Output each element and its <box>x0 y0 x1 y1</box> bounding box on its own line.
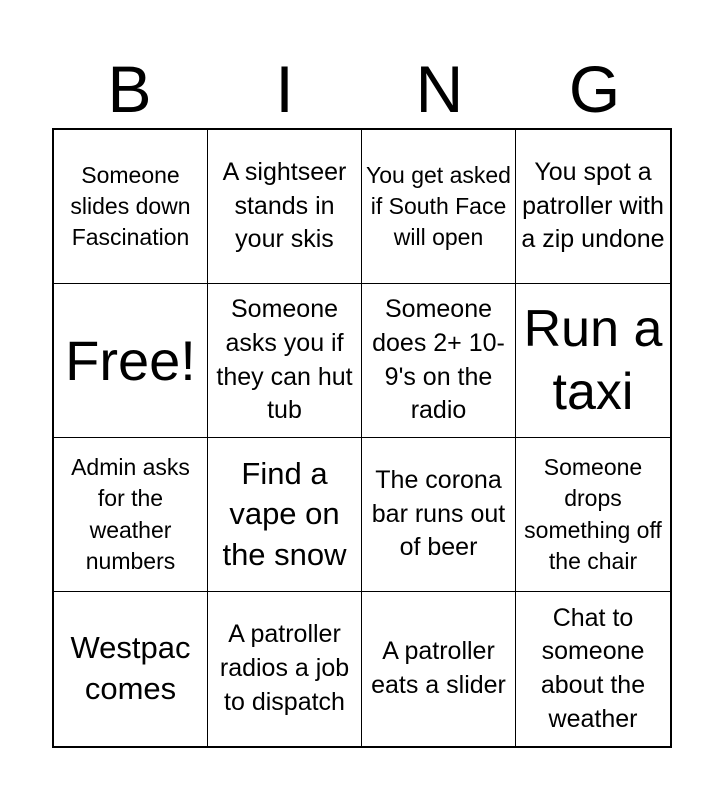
bingo-cell[interactable]: A sightseer stands in your skis <box>208 130 362 284</box>
bingo-cell[interactable]: Westpac comes <box>54 592 208 746</box>
header-letter-b: B <box>107 52 152 126</box>
header-letter-i: I <box>275 52 294 126</box>
bingo-cell[interactable]: Someone asks you if they can hut tub <box>208 284 362 438</box>
bingo-cell[interactable]: Admin asks for the weather numbers <box>54 438 208 592</box>
header-letter-n: N <box>415 52 464 126</box>
free-space-cell[interactable]: Free! <box>54 284 208 438</box>
bingo-cell[interactable]: Someone does 2+ 10-9's on the radio <box>362 284 516 438</box>
bingo-cell[interactable]: Run a taxi <box>516 284 670 438</box>
bingo-cell[interactable]: You get asked if South Face will open <box>362 130 516 284</box>
bingo-header <box>52 50 672 128</box>
bingo-cell[interactable]: A patroller radios a job to dispatch <box>208 592 362 746</box>
bingo-cell[interactable]: The corona bar runs out of beer <box>362 438 516 592</box>
bingo-cell[interactable]: You spot a patroller with a zip undone <box>516 130 670 284</box>
bingo-cell[interactable]: Someone slides down Fascination <box>54 130 208 284</box>
bingo-cell[interactable]: Someone drops something off the chair <box>516 438 670 592</box>
bingo-cell[interactable]: A patroller eats a slider <box>362 592 516 746</box>
bingo-cell[interactable]: Find a vape on the snow <box>208 438 362 592</box>
bingo-cell[interactable]: Chat to someone about the weather <box>540 603 646 733</box>
bingo-board <box>52 128 672 748</box>
header-letter-g: G <box>568 52 621 126</box>
